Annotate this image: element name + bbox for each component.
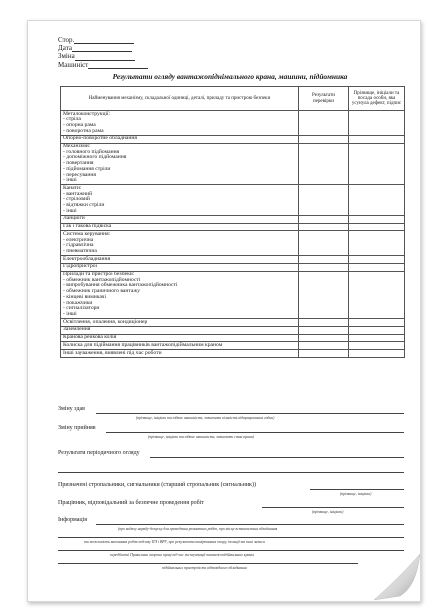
row-item-cell (61, 135, 299, 143)
row-subitem: - гідравлічна (63, 242, 94, 249)
row-subitem: - пересування (63, 171, 96, 178)
row-subitem: - інші (63, 311, 77, 317)
result-cell[interactable] (299, 326, 349, 334)
info-hint-1: (про видачу наряду-допуску для проведення ремонтних робіт, про місце встановлення обладнання (118, 527, 278, 531)
table-row (61, 319, 405, 327)
signer-cell[interactable] (349, 135, 405, 143)
shift-accepted-line[interactable] (106, 432, 404, 433)
shift-accepted-hint: (прізвище, ініціали та підпис машиніста, зазначити стан крана) (148, 435, 254, 439)
result-cell[interactable] (299, 135, 349, 143)
row-item-cell (61, 342, 299, 350)
row-subitem: - обмежник вантажопідйомності (63, 276, 141, 283)
row-subitem: - пневматична (63, 247, 97, 254)
row-item-cell (61, 326, 299, 334)
signer-cell[interactable] (349, 185, 405, 216)
page-field[interactable] (74, 37, 134, 44)
row-heading: Гак і гакова підвіска (63, 223, 112, 230)
row-heading: Механізми: (63, 143, 91, 150)
table-row (61, 342, 405, 350)
row-item-cell (61, 223, 299, 231)
result-cell[interactable] (299, 185, 349, 216)
result-cell[interactable] (299, 223, 349, 231)
signer-cell[interactable] (349, 111, 405, 136)
slinger-hint: (прізвище, ініціали) (340, 492, 372, 496)
result-cell[interactable] (299, 319, 349, 327)
row-subitem: - випробування обмежника вантажопідйомності (63, 282, 178, 289)
row-subitem: - опорна рама (63, 121, 96, 128)
signer-cell[interactable] (349, 271, 405, 319)
safety-officer-line[interactable] (262, 507, 404, 508)
shift-label: Зміна (58, 52, 75, 61)
info-hint-4: підіймальних пристроїв та відповідного обладнання (162, 566, 247, 570)
shift-handover-label: Зміну здав (58, 406, 85, 412)
signer-cell[interactable] (349, 350, 405, 358)
table-row (61, 231, 405, 256)
signer-cell[interactable] (349, 231, 405, 256)
info-label: Інформація (58, 517, 88, 523)
row-subitem: - сигналізатори (63, 305, 100, 312)
table-row (61, 215, 405, 223)
row-heading: Заземлення (63, 326, 91, 333)
result-cell[interactable] (299, 350, 349, 358)
table-row (61, 143, 405, 185)
row-subitem: - покажчики (63, 299, 93, 306)
row-subitem: - стріловий (63, 196, 90, 203)
table-row (61, 350, 405, 358)
info-line-3[interactable] (58, 550, 404, 551)
result-cell[interactable] (299, 215, 349, 223)
row-item-cell (61, 334, 299, 342)
date-label: Дата (58, 44, 72, 53)
machine-label: Машиніст (58, 60, 89, 69)
table-row (61, 271, 405, 319)
machine-field[interactable] (88, 62, 148, 69)
table-row (61, 256, 405, 264)
row-subitem: - стріла (63, 116, 81, 123)
signer-cell[interactable] (349, 215, 405, 223)
row-heading: Гідропристрої (63, 263, 98, 270)
result-cell[interactable] (299, 271, 349, 319)
date-field[interactable] (72, 45, 132, 52)
row-item-cell (61, 319, 299, 327)
result-cell[interactable] (299, 231, 349, 256)
row-heading: Інші зауваження, виявлені під час роботи (63, 349, 162, 356)
signer-cell[interactable] (349, 256, 405, 264)
info-line-4[interactable] (58, 563, 358, 564)
row-subitem: - інші (63, 207, 77, 214)
signer-cell[interactable] (349, 319, 405, 327)
result-cell[interactable] (299, 334, 349, 342)
info-line-2[interactable] (58, 537, 404, 538)
row-subitem: - допоміжного підйомання (63, 154, 127, 161)
document-title: Результати огляду вантажопіднімального крана, машини, підйомника (112, 72, 348, 81)
row-item-cell (61, 271, 299, 319)
row-subitem: - вантажний (63, 190, 93, 197)
slinger-line[interactable] (310, 489, 404, 490)
page-label: Стор. (58, 36, 75, 44)
safety-officer-hint: (прізвище, ініціали) (312, 510, 344, 514)
row-subitem: - поворотна рама (63, 127, 104, 134)
safety-officer-label: Працівник, відповідальний за безпечне проведення робіт (58, 500, 205, 506)
row-subitem: - інші (63, 177, 77, 184)
row-item-cell (61, 215, 299, 223)
row-subitem: - підйомання стріли (63, 165, 111, 172)
signer-cell[interactable] (349, 143, 405, 185)
signer-cell[interactable] (349, 342, 405, 350)
info-hint-3: передбачені Правилами охорони праці під час експлуатації вантажопідіймальних кранів (110, 553, 254, 557)
row-subitem: - головного підйомання (63, 148, 120, 155)
header-cell-signer: Прізвище, ініціали та посада особи, яка усунула дефект, підпис (349, 87, 405, 111)
row-heading: Опорно-поворотне обладнання (63, 135, 137, 142)
result-cell[interactable] (299, 263, 349, 271)
info-hint-2: та можливість виконання робіт поблизу ПЛ і ВРУ, про результати вимірювання опору, ізоляції та інші записи (84, 540, 265, 544)
row-item-cell (61, 263, 299, 271)
result-cell[interactable] (299, 143, 349, 185)
inspection-table (60, 86, 405, 358)
shift-handover-hint: (прізвище, ініціали та підпис машиніста, зазначити кількість відпрацьованих годин) (136, 416, 275, 420)
row-heading: Канати: (63, 184, 82, 191)
shift-handover-line[interactable] (96, 413, 404, 414)
table-row (61, 135, 405, 143)
table-header-row (61, 87, 405, 111)
signer-cell[interactable] (349, 223, 405, 231)
row-subitem: - повертання (63, 160, 94, 167)
row-heading: Металоконструкції: (63, 110, 111, 117)
table-row (61, 263, 405, 271)
page-curl-icon (370, 550, 420, 600)
row-heading: Система керування: (63, 230, 111, 237)
table-row (61, 185, 405, 216)
page-header (58, 36, 148, 69)
row-item-cell (61, 143, 299, 185)
row-heading: Кранова рейкова колія (63, 334, 117, 341)
header-cell-name: Найменування механізму, складальної одиниці, деталі, приладу та пристрою безпеки (61, 87, 299, 111)
result-cell[interactable] (299, 256, 349, 264)
row-item-cell (61, 185, 299, 216)
info-line-1[interactable] (96, 524, 404, 525)
row-subitem: - електрична (63, 236, 94, 243)
row-item-cell (61, 231, 299, 256)
row-subitem: - відтяжки стріли (63, 202, 105, 209)
shift-field[interactable] (75, 54, 135, 61)
row-heading: Ланцюги (63, 215, 85, 222)
row-item-cell (61, 256, 299, 264)
table-row (61, 334, 405, 342)
row-heading: Електрообладнання (63, 255, 111, 262)
table-row (61, 111, 405, 136)
result-cell[interactable] (299, 111, 349, 136)
periodic-review-label: Результати періодичного огляду (58, 450, 140, 456)
result-cell[interactable] (299, 342, 349, 350)
shift-accepted-label: Зміну прийняв (58, 425, 96, 431)
row-heading: Колиска для підіймання працівників вантажопідіймальним краном (63, 341, 223, 348)
signer-cell[interactable] (349, 263, 405, 271)
row-item-cell (61, 111, 299, 136)
header-cell-result: Результати перевірки (299, 87, 349, 111)
table-row (61, 223, 405, 231)
table-row (61, 326, 405, 334)
signer-cell[interactable] (349, 326, 405, 334)
slinger-label: Призначені стропальники, сигнальники (старший стропальник (сигнальник)) (58, 482, 256, 488)
row-heading: Прилади та пристрої безпеки: (63, 271, 135, 278)
periodic-review-line-2[interactable] (58, 472, 404, 473)
row-item-cell (61, 350, 299, 358)
periodic-review-line[interactable] (150, 457, 404, 458)
row-subitem: - кінцеві вимикачі (63, 293, 107, 300)
row-subitem: - обмежник граничного вантажу (63, 288, 141, 295)
signer-cell[interactable] (349, 334, 405, 342)
row-heading: Освітлення, опалення, кондиціонер (63, 318, 148, 325)
